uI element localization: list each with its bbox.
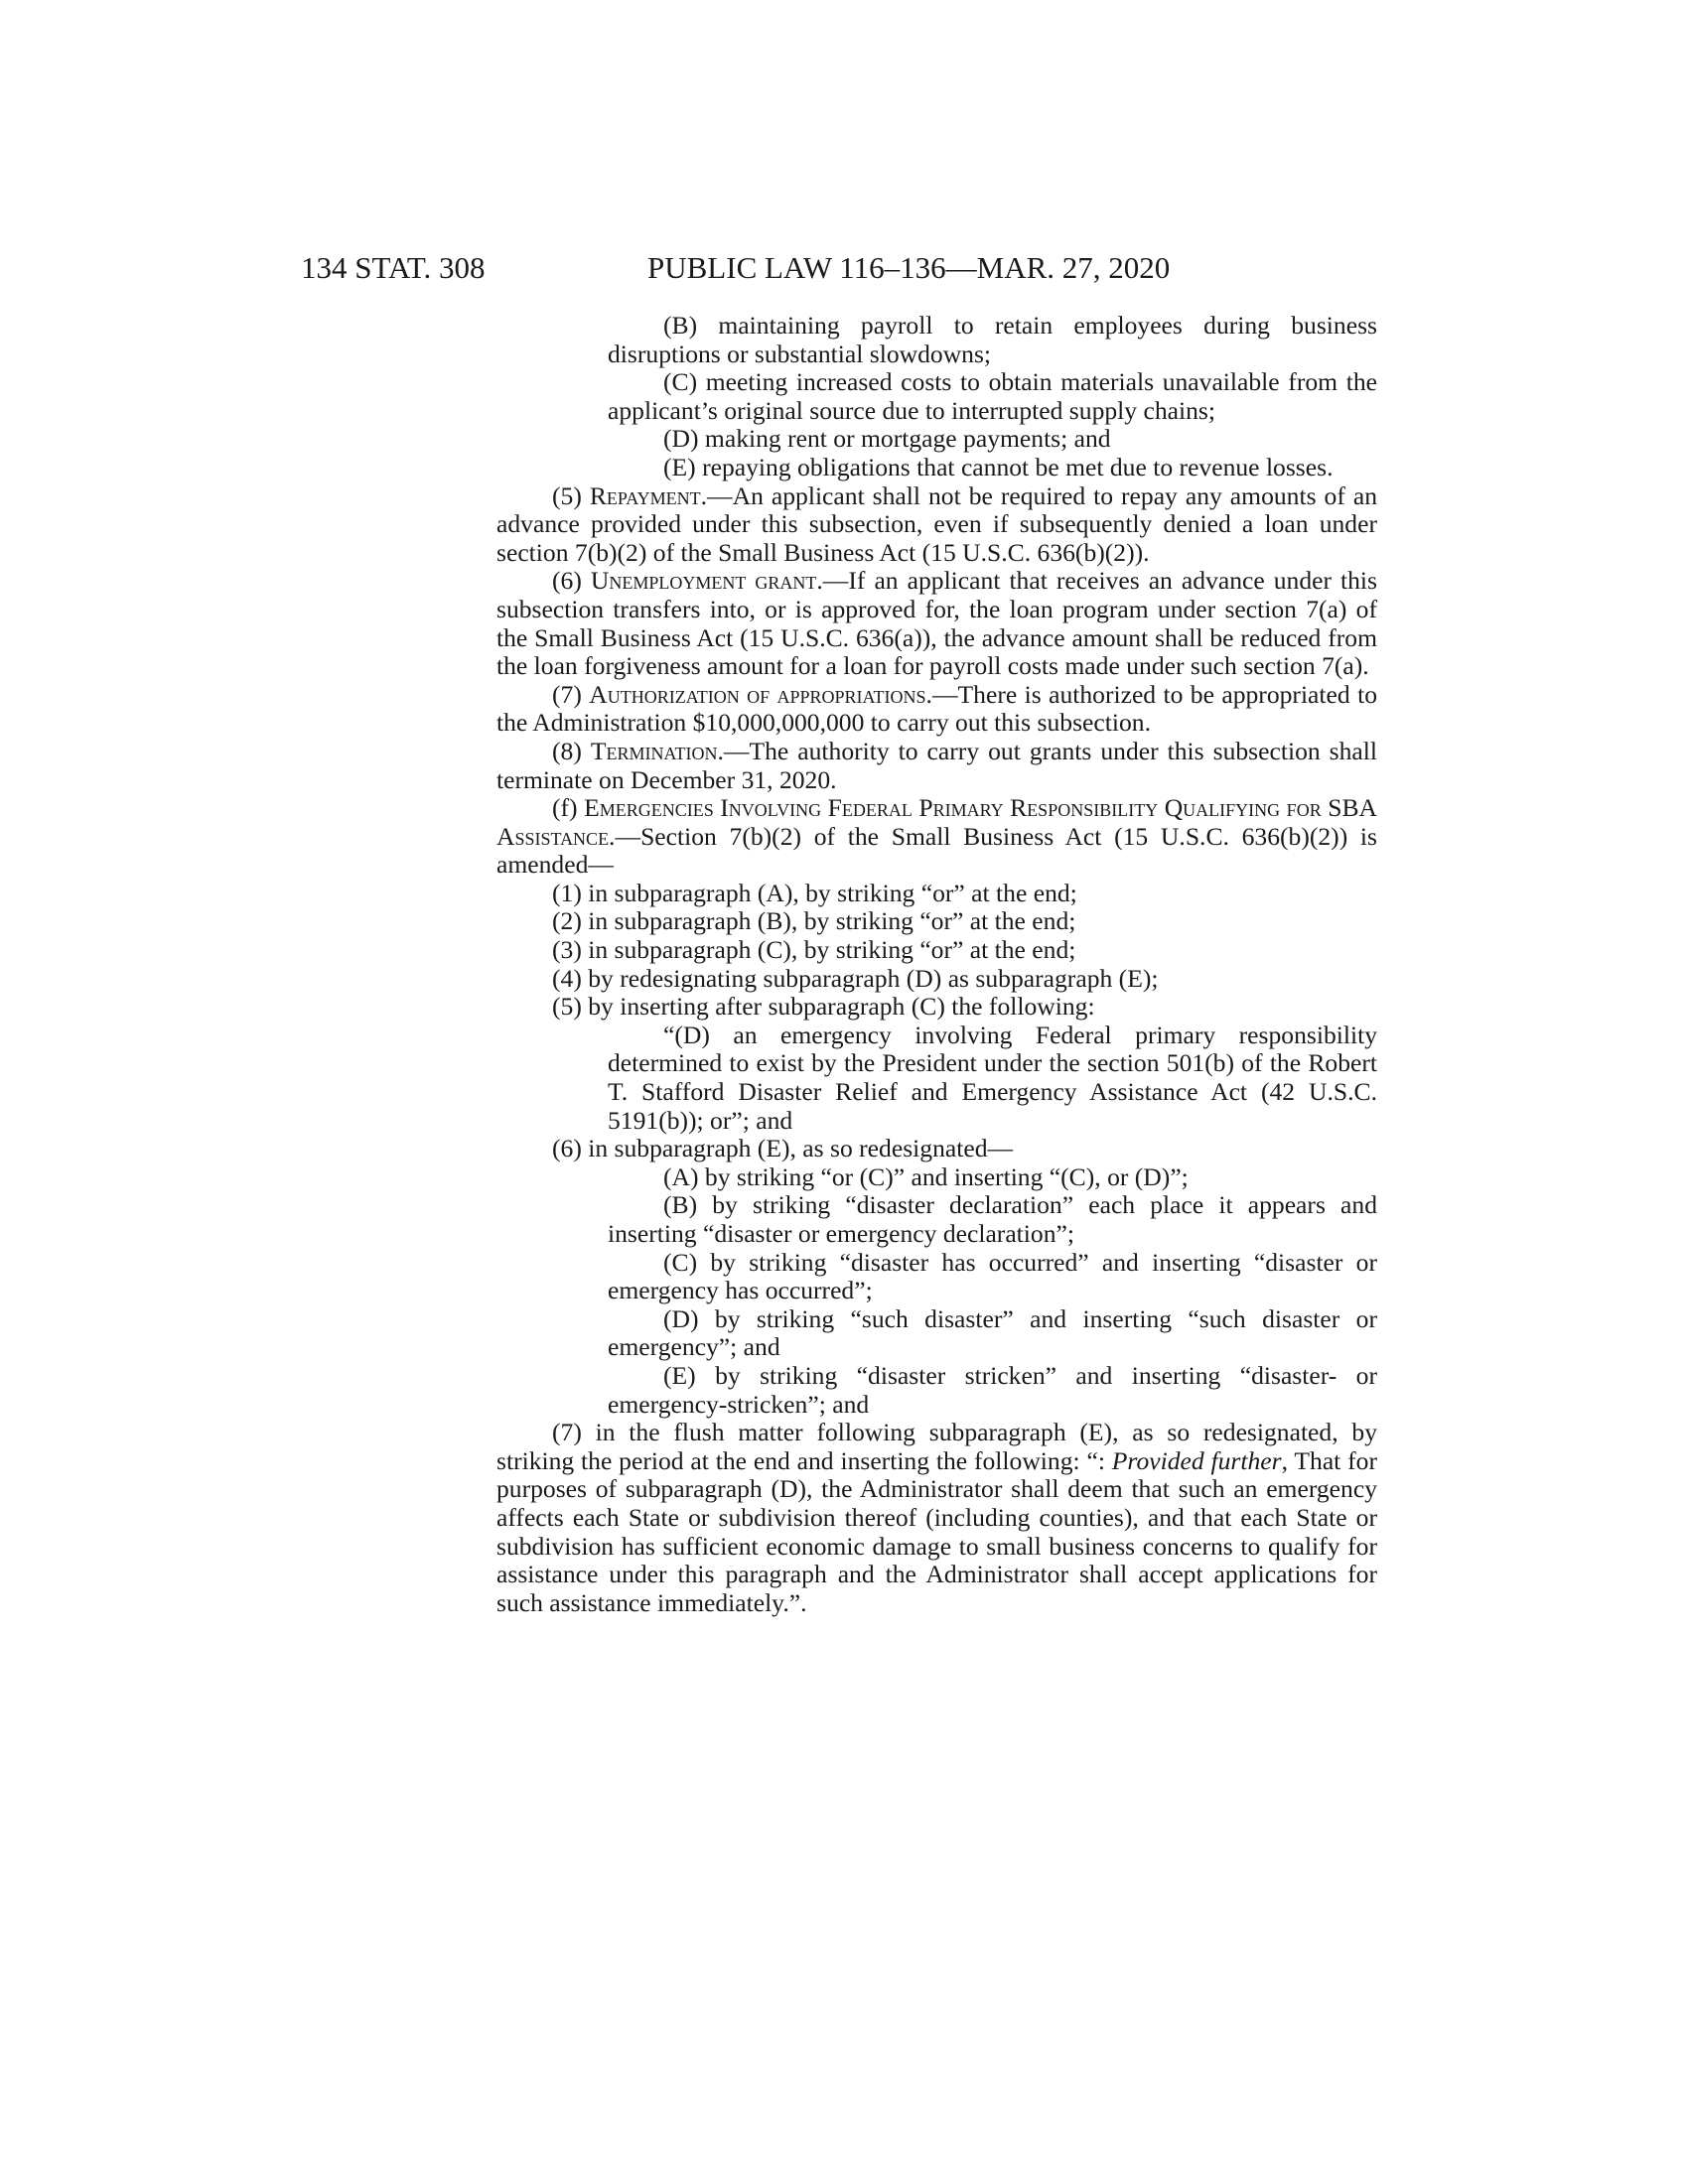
subsection-f-emergencies xyxy=(496,794,1377,880)
amendment-4: (4) by redesignating subparagraph (D) as subparagraph (E); xyxy=(552,963,1159,993)
paragraph-heading: Repayment. xyxy=(589,480,708,510)
statute-reference: 134 STAT. 308 xyxy=(301,250,486,285)
subparagraph-b: (B) maintaining payroll to retain employees during business disruptions or substantial slowdowns; xyxy=(608,311,1377,368)
law-title: PUBLIC LAW 116–136—MAR. 27, 2020 xyxy=(647,250,1171,285)
paragraph-heading: Unemployment grant. xyxy=(590,566,823,596)
paragraph-5-repayment xyxy=(496,482,1377,568)
page-header xyxy=(0,244,1688,292)
paragraph-text: —An applicant shall not be required to repay any amounts of an advance provided under this subsection, even if subsequently denied a loan under section 7(b)(2) of the Small Business Act (15 U.S.C. 636(b)(2)). xyxy=(496,480,1377,567)
amendment-6-b: (B) by striking “disaster declaration” each place it appears and inserting “disaster or emergency declaration”; xyxy=(608,1190,1377,1248)
amendment-6-e: (E) by striking “disaster stricken” and inserting “disaster- or emergency-stricken”; and xyxy=(608,1360,1377,1419)
paragraph-8-termination xyxy=(496,738,1377,794)
subparagraph-c: (C) meeting increased costs to obtain materials unavailable from the applicant’s original source due to interrupted supply chains; xyxy=(608,367,1377,425)
paragraph-heading: Termination. xyxy=(590,736,724,765)
paragraph-number: (7) xyxy=(552,679,590,709)
amendment-7-text-start: (7) in the flush matter following subparagraph (E), as so redesignated, by striking the period at the end and inserting the following: “: xyxy=(496,1418,1377,1475)
subsection-heading: Emergencies Involving Federal Primary Responsibility Qualifying for SBA Assistance. xyxy=(496,793,1378,851)
subsection-number: (f) xyxy=(552,793,585,823)
amendment-1: (1) in subparagraph (A), by striking “or” at the end; xyxy=(552,878,1077,907)
amendment-5: (5) by inserting after subparagraph (C) the following: xyxy=(552,992,1095,1022)
paragraph-number: (8) xyxy=(552,736,591,765)
amendment-6-d: (D) by striking “such disaster” and inserting “such disaster or emergency”; and xyxy=(608,1303,1377,1362)
amendment-7 xyxy=(496,1419,1377,1617)
paragraph-text: —There is authorized to be appropriated to the Administration $10,000,000,000 to carry out this subsection. xyxy=(496,679,1377,738)
amendment-3: (3) in subparagraph (C), by striking “or” at the end; xyxy=(552,935,1076,965)
subparagraph-d: (D) making rent or mortgage payments; and xyxy=(663,424,1111,454)
paragraph-number: (6) xyxy=(552,566,591,596)
document-body xyxy=(496,312,1377,1617)
paragraph-7-authorization xyxy=(496,681,1377,738)
amendment-7-italic-phrase: Provided further xyxy=(1111,1445,1282,1475)
paragraph-text: —If an applicant that receives an advance under this subsection transfers into, or is approved for, the loan program under section 7(a) of the Small Business Act (15 U.S.C. 636(a)), the advance amount shall be reduced from the loan forgiveness amount for a loan for payroll costs made under such section 7(a). xyxy=(496,566,1378,681)
paragraph-text: —The authority to carry out grants under this subsection shall terminate on December 31, 2020. xyxy=(496,736,1377,794)
subparagraph-e: (E) repaying obligations that cannot be met due to revenue losses. xyxy=(663,452,1334,481)
amendment-2: (2) in subparagraph (B), by striking “or” at the end; xyxy=(552,906,1076,936)
amendment-5-quoted-text: “(D) an emergency involving Federal primary responsibility determined to exist by the President under the section 501(b) of the Robert T. Stafford Disaster Relief and Emergency Assistance Act (42 U.S.C. 5191(b)); or”; and xyxy=(608,1020,1377,1135)
paragraph-number: (5) xyxy=(552,480,590,510)
paragraph-6-unemployment-grant xyxy=(496,567,1377,680)
amendment-7-text-end: , That for purposes of subparagraph (D), the Administrator shall deem that such an emergency affects each State or subdivision thereof (including counties), and that each State or subdivision has sufficient economic damage to small business concerns to qualify for assistance under this paragraph and the Administrator shall accept applications for such assistance immediately.”. xyxy=(496,1445,1377,1617)
amendment-6-a: (A) by striking “or (C)” and inserting “(C), or (D)”; xyxy=(663,1161,1189,1191)
subsection-text: —Section 7(b)(2) of the Small Business Act (15 U.S.C. 636(b)(2)) is amended— xyxy=(496,821,1377,880)
paragraph-heading: Authorization of appropriations. xyxy=(589,679,932,709)
amendment-6-c: (C) by striking “disaster has occurred” and inserting “disaster or emergency has occurred”; xyxy=(608,1247,1377,1305)
amendment-6: (6) in subparagraph (E), as so redesignated— xyxy=(552,1134,1014,1163)
